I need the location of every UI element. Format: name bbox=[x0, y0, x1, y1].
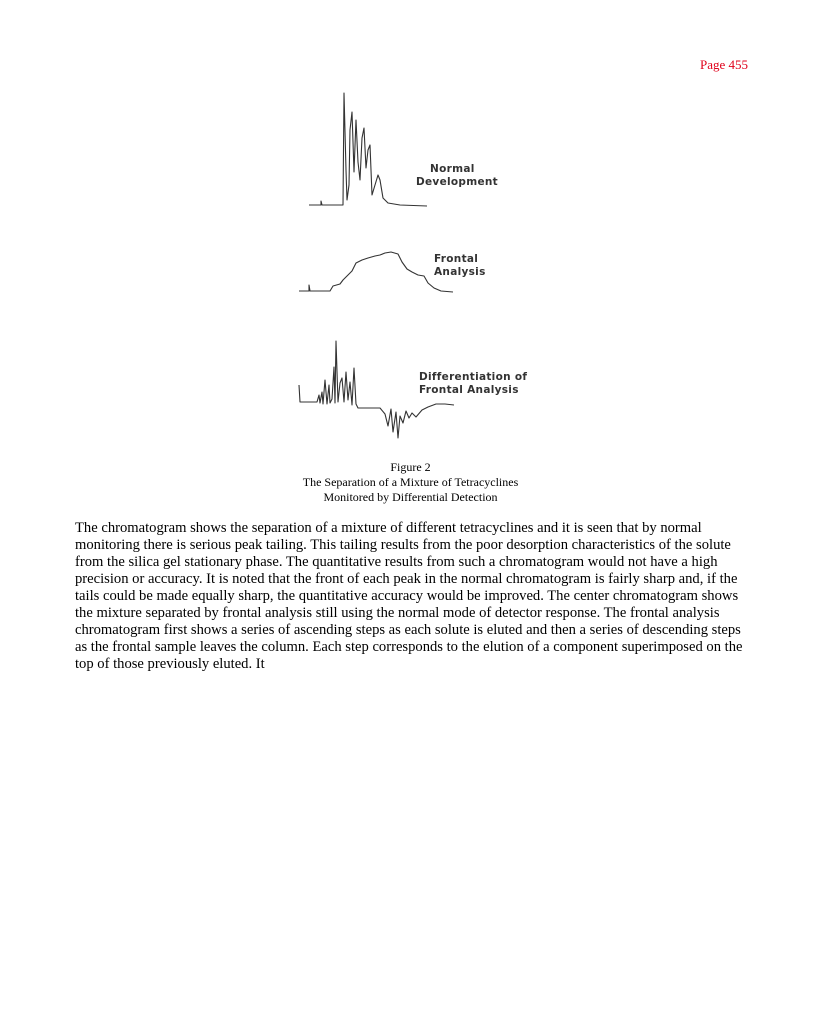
normal-label-line1: Normal bbox=[430, 163, 475, 175]
normal-label-line2: Development bbox=[416, 176, 498, 188]
chromatogram-figure bbox=[290, 88, 540, 443]
normal-development-trace bbox=[309, 93, 427, 206]
page-number: Page 455 bbox=[699, 57, 748, 72]
frontal-analysis-trace bbox=[299, 252, 453, 292]
diff-label-line2: Frontal Analysis bbox=[419, 384, 519, 396]
diff-label-line1: Differentiation of bbox=[419, 371, 528, 383]
body-paragraph: The chromatogram shows the separation of a mixture of different tetracyclines and it is seen that by normal monitoring there is serious peak tailing. This tailing results from the poor desorption characteristics of the solute from the silica gel stationary phase. The quantitative results from such a chromatogram would not have a high precision or accuracy. It is noted that the front of each peak in the normal chromatogram is fairly sharp and, if the tails could be made equally sharp, the quantitative accuracy would be improved. The center chromatogram shows the mixture separated by frontal analysis still using the normal mode of detector response. The frontal analysis chromatogram first shows a series of ascending steps as each solute is eluted and then a series of descending steps as the frontal sample leaves the column. Each step corresponds to the elution of a component superimposed on the top of those previously eluted. It bbox=[75, 520, 743, 672]
figure-caption-line1: The Separation of a Mixture of Tetracyclines bbox=[302, 475, 519, 489]
figure-number: Figure 2 bbox=[390, 460, 431, 474]
frontal-label-line1: Frontal bbox=[434, 253, 479, 265]
figure-caption bbox=[0, 460, 821, 505]
figure-caption-line2: Monitored by Differential Detection bbox=[323, 490, 498, 504]
frontal-label-line2: Analysis bbox=[434, 266, 486, 278]
